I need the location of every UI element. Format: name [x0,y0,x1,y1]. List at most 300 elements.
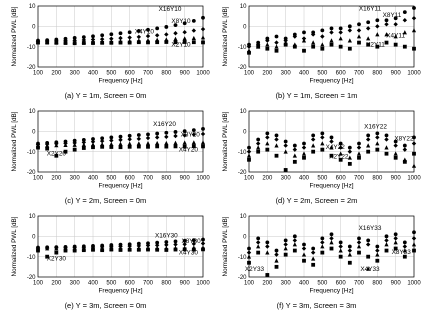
x-tick-label: 700 [142,175,154,182]
x-tick-label: 300 [69,280,80,287]
data-point [155,141,159,145]
data-point [366,36,370,40]
data-point [403,241,407,245]
data-point [128,248,132,252]
data-point [357,156,361,160]
data-point [412,47,416,51]
data-point [256,138,260,142]
data-point [36,41,40,45]
data-point [412,249,416,253]
data-point [375,148,379,152]
x-tick-label: 500 [106,70,117,77]
data-point [45,41,49,45]
x-tick-label: 500 [317,70,328,77]
y-axis-label: Normalized PWL [dB] [222,216,229,277]
data-point [274,252,278,256]
data-point [173,31,177,35]
data-point [247,149,251,153]
panel-b [211,0,422,105]
x-axis-label: Frequency [Hz] [98,182,143,190]
caption-f: (f) Y = 3m, Screen = 3m [276,301,357,310]
data-point [192,36,196,40]
plot-frame [249,216,414,277]
x-tick-label: 900 [179,175,190,182]
data-point [109,41,113,45]
data-point [109,145,113,149]
data-point [320,148,324,152]
y-tick-label: 0 [243,24,247,31]
data-point [348,28,352,32]
series-label: X8Y10 [171,18,191,26]
data-point [146,141,150,145]
x-tick-label: 600 [124,175,135,182]
data-point [311,45,315,49]
data-point [320,141,324,145]
data-point [284,43,288,47]
series-label: X2Y33 [244,265,265,273]
data-point [357,34,361,38]
data-point [357,145,361,149]
data-point [357,142,361,146]
data-point [320,135,324,139]
x-axis-label: Frequency [Hz] [309,287,354,295]
x-tick-label: 800 [161,70,172,77]
data-point [201,127,205,131]
data-point [366,26,370,30]
data-point [137,137,141,141]
y-axis-label: Normalized PWL [dB] [11,216,18,277]
data-point [385,234,389,238]
x-tick-label: 400 [298,175,310,182]
data-point [192,19,196,23]
data-point [348,245,352,249]
data-point [311,137,315,141]
x-axis-label: Frequency [Hz] [98,77,143,85]
data-point [302,31,306,35]
x-tick-label: 400 [87,280,99,287]
data-point [375,259,379,263]
data-point [384,137,388,141]
panel-c [0,105,211,210]
data-point [302,142,306,146]
series-label: X16Y11 [358,5,382,13]
data-point [100,33,104,37]
y-tick-label: 0 [32,234,36,241]
data-point [146,40,150,44]
data-point [265,135,269,139]
y-tick-label: -10 [26,254,36,261]
panel-d [211,105,422,210]
data-point [339,36,343,40]
data-point [330,136,334,140]
data-point [293,249,297,253]
data-point [256,150,260,154]
data-point [201,140,205,144]
data-point [394,43,398,47]
data-point [329,139,333,143]
data-point [311,134,315,138]
data-point [330,247,334,251]
data-point [164,25,168,29]
series-label: X4Y33 [360,265,380,273]
data-point [366,143,370,147]
data-point [348,162,352,166]
data-point [164,40,168,44]
x-tick-label: 200 [262,70,273,77]
data-point [293,242,297,246]
x-tick-label: 600 [335,280,346,287]
data-point [164,131,168,135]
x-tick-label: 100 [243,175,255,182]
data-point [275,154,279,158]
data-point [274,40,278,44]
data-point [375,18,379,22]
data-point [201,241,205,245]
data-point [393,22,397,26]
data-point [201,16,205,20]
series-X2Y11 [247,41,416,55]
data-point [183,36,187,40]
data-point [119,145,123,149]
data-point [54,41,58,45]
series-label: X8Y33 [391,249,411,257]
data-point [385,134,389,138]
x-tick-label: 200 [262,280,273,287]
data-point [137,248,141,252]
data-point [311,247,315,251]
x-tick-label: 1000 [407,175,421,182]
data-point [164,32,168,36]
data-point [339,26,343,30]
y-axis-label: Normalized PWL [dB] [222,111,229,172]
data-point [385,41,389,45]
x-tick-label: 800 [161,175,172,182]
data-point [311,263,315,267]
y-tick-label: -20 [26,170,36,177]
caption-a: (a) Y = 1m, Screen = 0m [64,91,147,100]
x-tick-label: 300 [69,70,80,77]
data-point [302,246,306,250]
data-point [320,236,324,240]
x-tick-label: 400 [298,280,310,287]
data-point [73,41,77,45]
data-point [403,147,407,151]
panel-f [211,210,422,315]
panel-a [0,0,211,105]
data-point [137,40,141,44]
data-point [311,40,315,44]
x-tick-label: 300 [280,175,291,182]
x-tick-label: 1000 [196,175,210,182]
data-point [91,41,95,45]
data-point [91,145,95,149]
x-tick-label: 300 [280,70,291,77]
data-point [265,47,269,51]
x-tick-label: 500 [106,175,117,182]
x-tick-label: 900 [390,175,401,182]
data-point [201,238,205,242]
data-point [146,248,150,252]
series-label: X4Y10 [134,28,154,36]
data-point [412,28,416,32]
series-label: X16Y33 [358,224,382,232]
data-point [275,265,279,269]
x-tick-label: 100 [243,280,255,287]
data-point [385,152,389,156]
y-tick-label: -20 [237,275,247,282]
data-point [302,145,306,149]
x-tick-label: 700 [353,175,365,182]
x-tick-label: 700 [142,70,154,77]
x-tick-label: 800 [372,70,383,77]
data-point [375,32,379,36]
data-point [403,18,407,22]
data-point [348,146,352,150]
x-tick-label: 900 [390,70,401,77]
y-tick-label: -10 [26,44,36,51]
data-point [339,255,343,259]
x-tick-label: 600 [124,70,135,77]
data-point [375,245,379,249]
data-point [192,40,196,44]
data-point [366,255,370,259]
data-point [311,256,315,260]
data-point [247,146,251,150]
x-tick-label: 100 [32,70,44,77]
data-point [293,160,297,164]
data-point [284,140,288,144]
data-point [375,252,379,256]
data-point [357,251,361,255]
x-tick-label: 400 [298,70,310,77]
data-point [100,41,104,45]
y-tick-label: 10 [239,4,247,11]
data-point [247,261,251,265]
y-tick-label: 10 [28,4,36,11]
data-point [36,249,40,253]
data-point [265,42,269,46]
data-point [164,141,168,145]
data-point [329,30,333,34]
x-tick-label: 700 [353,280,365,287]
series-label: X4Y11 [386,32,406,40]
y-tick-label: 10 [239,109,247,116]
data-point [109,32,113,36]
data-point [375,141,379,145]
data-point [330,26,334,30]
y-tick-label: -10 [26,149,36,156]
data-point [412,152,416,156]
series-label: X16Y20 [153,121,176,129]
data-point [412,242,416,246]
data-point [275,249,279,253]
data-point [302,49,306,53]
series-label: X4Y22 [325,144,345,152]
data-point [293,147,297,151]
data-point [275,35,279,39]
data-point [394,240,398,244]
data-point [394,156,398,160]
data-point [283,143,287,147]
data-point [366,134,370,138]
x-tick-label: 700 [353,70,365,77]
data-point [302,243,306,247]
data-point [320,244,324,248]
x-tick-label: 1000 [407,280,421,287]
data-point [403,144,407,148]
data-point [127,137,131,141]
x-tick-label: 500 [317,280,328,287]
data-point [265,148,269,152]
data-point [201,40,205,44]
data-point [357,22,361,26]
data-point [128,30,132,34]
data-point [82,146,86,150]
data-point [155,248,159,252]
data-point [100,145,104,149]
data-point [119,41,123,45]
x-tick-label: 200 [51,280,62,287]
data-point [320,47,324,51]
data-point [265,241,269,245]
data-point [366,150,370,154]
x-tick-label: 900 [179,70,190,77]
data-point [403,160,407,164]
data-point [357,236,361,240]
data-point [284,246,288,250]
series-label: X2Y11 [366,41,385,49]
data-point [403,45,407,49]
data-point [173,37,177,41]
data-point [366,242,370,246]
caption-d: (d) Y = 2m, Screen = 2m [275,196,358,205]
data-point [366,239,370,243]
chart-d [211,105,422,197]
data-point [201,144,205,148]
data-point [357,240,361,244]
data-point [155,33,159,37]
data-point [192,28,196,32]
y-tick-label: 0 [243,129,247,136]
data-point [311,143,315,147]
data-point [164,135,168,139]
data-point [256,236,260,240]
data-point [394,232,398,236]
x-tick-label: 600 [335,175,346,182]
data-point [366,137,370,141]
data-point [118,138,122,142]
data-point [348,248,352,252]
y-tick-label: 10 [28,109,36,116]
y-tick-label: 0 [243,234,247,241]
data-point [146,145,150,149]
y-axis-label: Normalized PWL [dB] [11,6,18,67]
data-point [64,41,68,45]
data-point [357,151,361,155]
x-tick-label: 900 [390,280,401,287]
data-point [274,258,278,262]
data-point [247,250,251,254]
series-label: X16Y10 [158,6,182,14]
data-point [393,143,397,147]
data-point [384,242,388,246]
data-point [348,38,352,42]
x-tick-label: 800 [372,175,383,182]
x-tick-label: 800 [372,280,383,287]
data-point [357,244,361,248]
data-point [64,249,68,253]
panel-e [0,210,211,315]
data-point [201,35,205,39]
data-point [348,47,352,51]
data-point [256,240,260,244]
data-point [375,135,379,139]
data-point [320,42,324,46]
data-point [174,144,178,148]
y-axis-label: Normalized PWL [dB] [11,111,18,172]
data-point [155,135,159,139]
data-point [256,145,260,149]
series-label: X8Y22 [394,135,414,143]
data-point [275,134,279,138]
data-point [201,132,205,136]
data-point [338,30,342,34]
x-axis-label: Frequency [Hz] [309,77,354,85]
y-tick-label: -10 [237,149,247,156]
data-point [192,140,196,144]
chart-a [0,0,211,92]
series-label: X16Y22 [364,123,387,131]
data-point [91,248,95,252]
data-point [182,30,186,34]
y-tick-label: 0 [32,129,36,136]
x-tick-label: 100 [32,280,44,287]
data-point [412,230,416,234]
data-point [320,240,324,244]
data-point [311,250,315,254]
data-point [320,251,324,255]
data-point [357,28,361,32]
data-point [128,41,132,45]
data-point [275,49,279,53]
data-point [384,145,388,149]
data-point [164,145,168,149]
x-tick-label: 100 [243,70,255,77]
x-tick-label: 400 [87,70,99,77]
data-point [283,242,287,246]
data-point [330,43,334,47]
data-point [394,151,398,155]
data-point [348,252,352,256]
data-point [339,45,343,49]
data-point [403,10,407,14]
data-point [100,248,104,252]
data-point [348,24,352,28]
x-tick-label: 500 [317,175,328,182]
y-tick-label: -20 [26,275,36,282]
x-tick-label: 300 [69,175,80,182]
y-tick-label: -10 [237,44,247,51]
x-tick-label: 1000 [196,70,210,77]
y-tick-label: -20 [26,65,36,72]
series-label: X4Y30 [178,249,198,257]
data-point [54,251,58,255]
y-tick-label: 10 [28,214,36,221]
chart-e [0,210,211,302]
data-point [339,241,343,245]
data-point [265,250,269,254]
data-point [265,131,269,135]
